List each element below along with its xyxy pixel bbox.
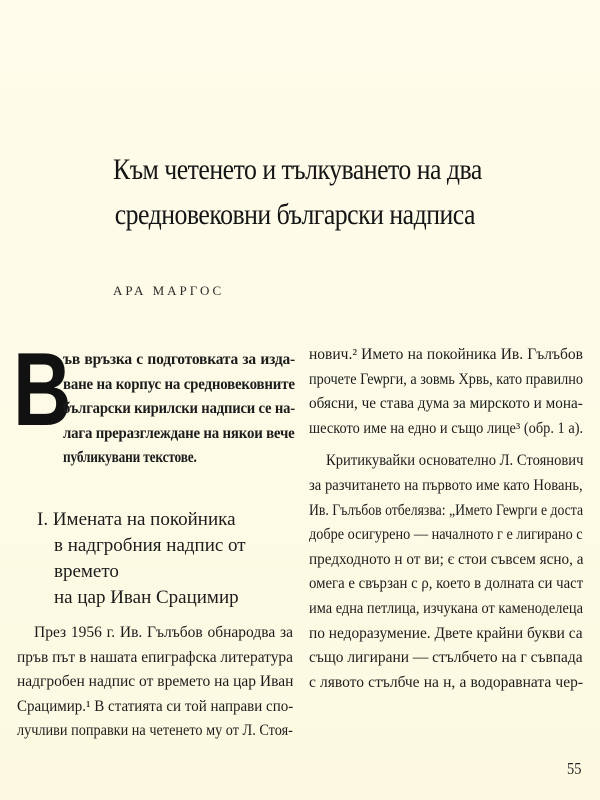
body-line: добре осигурено — началното г е лигирано с xyxy=(309,526,583,544)
author-name: АРА МАРГОС xyxy=(113,283,225,298)
body-line: лучливи поправки на четенето му от Л. Стоя- xyxy=(17,722,293,740)
section-heading xyxy=(37,507,297,611)
section-heading-line: Имената на покойника xyxy=(52,509,236,530)
title-line-2: средновековни български надписа xyxy=(114,198,475,231)
body-line: омега е свързан с ρ, което в долната си част xyxy=(309,575,584,593)
article-title xyxy=(113,147,491,237)
body-line: с лявото стълбче на н, а водоравната чер- xyxy=(309,673,583,691)
body-line: Срацимир.¹ В статията си той направи спо- xyxy=(17,697,294,715)
right-paragraph-1 xyxy=(309,343,583,441)
right-paragraph-2 xyxy=(309,449,583,695)
section-number: I. xyxy=(37,509,49,530)
body-line: През 1956 г. Ив. Гълъбов обнародва за xyxy=(34,624,293,641)
body-line: прочете Геѡрги, а зовмь Хрвь, като правилно xyxy=(309,370,583,388)
drop-cap: В xyxy=(13,332,72,448)
right-column xyxy=(309,343,583,695)
body-line: шеското име на едно и също лице³ (обр. 1 а). xyxy=(309,419,584,437)
body-line: има една петлица, изчукана от каменоделеца xyxy=(309,599,583,617)
body-line: за разчитането на първото име като Новань, xyxy=(309,476,583,494)
section-heading-line: в надгробния надпис от времето xyxy=(54,535,246,582)
body-line: обясни, че става дума за мирското и мона- xyxy=(309,395,583,413)
intro-line: ъв връзка с подготовката за изда- xyxy=(63,351,295,368)
body-line: нович.² Името на покойника Ив. Гълъбов xyxy=(309,346,583,363)
body-line: Ив. Гълъбов отбелязва: „Името Геѡрги е доста xyxy=(309,501,584,519)
left-body-paragraph xyxy=(17,621,293,744)
intro-line: публикувани текстове. xyxy=(63,449,197,467)
body-line: по недоразумение. Двете крайни букви са xyxy=(309,624,583,642)
body-line: предходното н от ви; є стои съвсем ясно, а xyxy=(309,550,584,568)
section-heading-line: на цар Иван Срацимир xyxy=(54,587,239,608)
intro-line: български кирилски надписи се на- xyxy=(63,400,295,418)
intro-line: ване на корпус на средновековните xyxy=(63,375,295,393)
body-line: Критикувайки основателно Л. Стоянович xyxy=(326,452,584,470)
body-line: също лигирани — стълбчето на г съвпада xyxy=(309,649,583,667)
page-number: 55 xyxy=(567,759,582,778)
intro-paragraph xyxy=(63,348,295,471)
body-line: надгробен надпис от времето на цар Иван xyxy=(17,673,294,691)
intro-line: лага преразглеждане на някои вече xyxy=(63,424,295,442)
title-line-1: Към четенето и тълкуването на два xyxy=(113,153,482,186)
body-line: пръв път в нашата епиграфска литература xyxy=(17,648,294,666)
